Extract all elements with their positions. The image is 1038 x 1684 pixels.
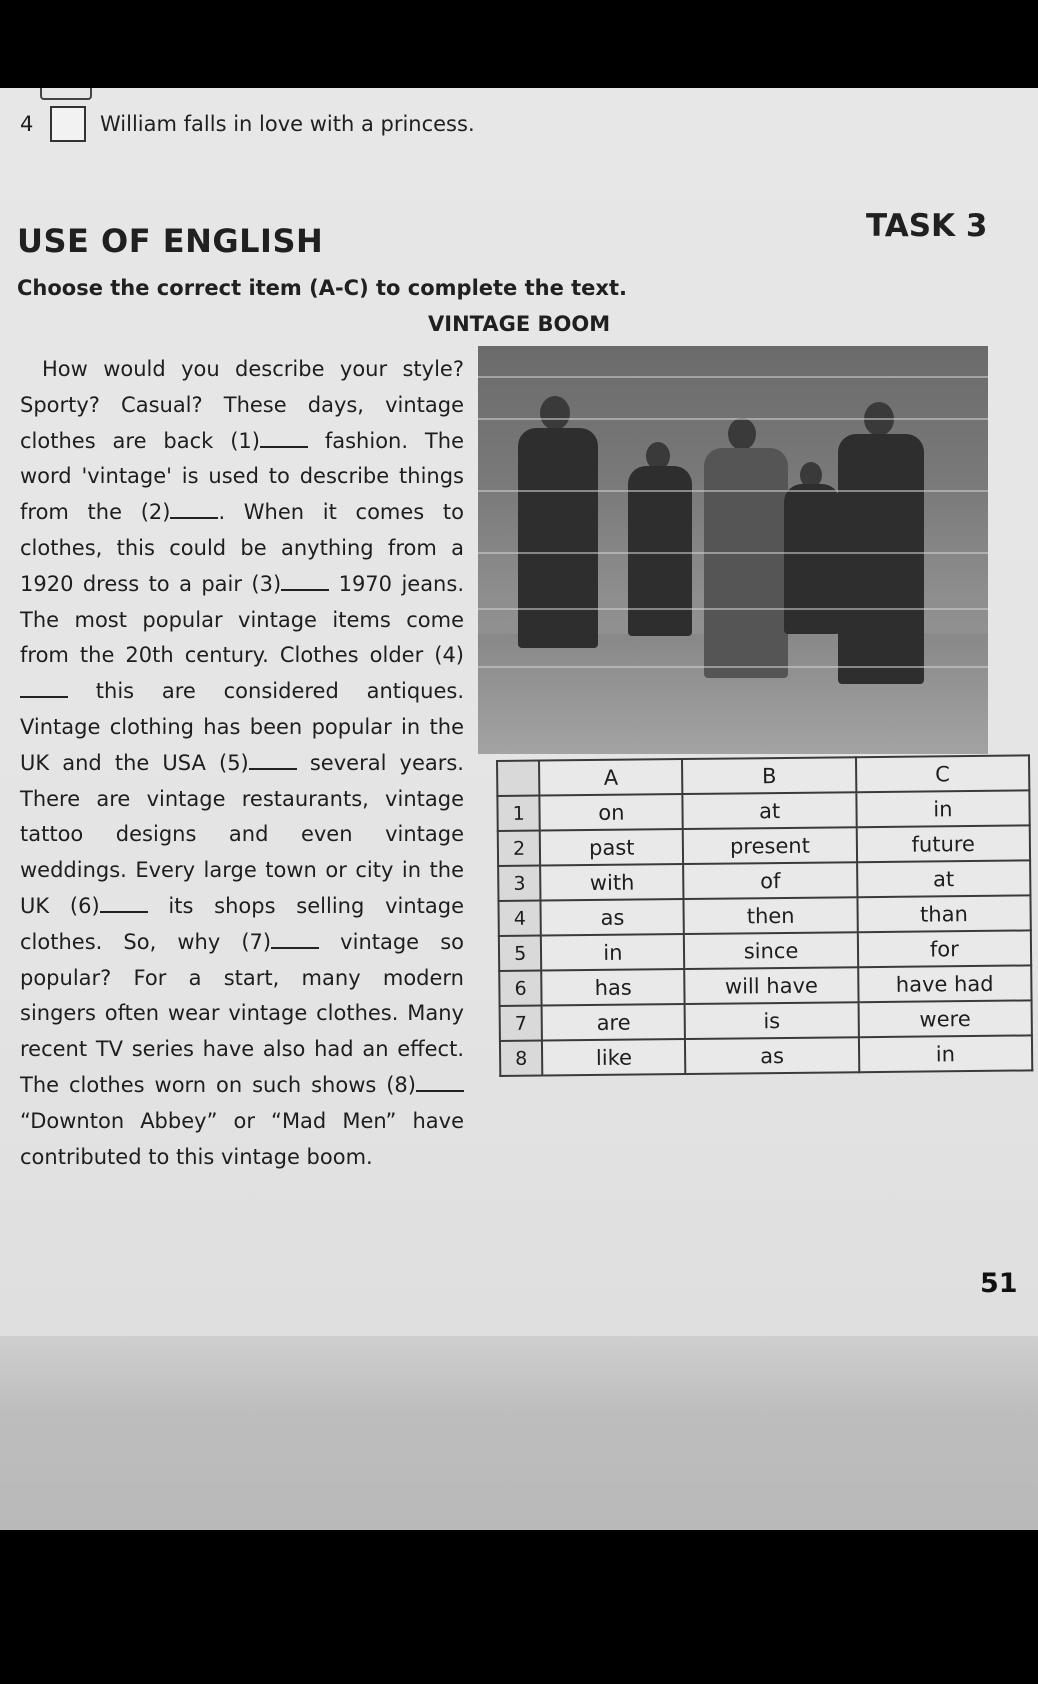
- option-b[interactable]: since: [684, 932, 858, 969]
- passage-segment: fashion. The word 'vintage' is used to describe things from the (2): [20, 428, 464, 525]
- option-a[interactable]: like: [542, 1039, 685, 1075]
- passage-segment: “Downton Abbey” or “Mad Men” have contributed to this vintage boom.: [20, 1108, 464, 1169]
- option-b[interactable]: is: [685, 1002, 859, 1039]
- scan-line: [478, 552, 988, 554]
- scan-line: [478, 490, 988, 492]
- blank-7[interactable]: [271, 929, 319, 949]
- person-head: [728, 418, 756, 450]
- passage-segment: this are considered antiques. Vintage clothing has been popular in the UK and the USA (5): [20, 679, 464, 775]
- scan-line: [478, 666, 988, 668]
- row-number: 7: [500, 1006, 543, 1041]
- person-figure: [518, 428, 598, 648]
- option-c[interactable]: were: [858, 1000, 1032, 1037]
- blank-4[interactable]: [20, 678, 68, 698]
- option-b[interactable]: present: [683, 827, 857, 864]
- option-a[interactable]: has: [542, 969, 685, 1005]
- row-number: 2: [498, 831, 541, 866]
- page-bottom-shadow: [0, 1336, 1038, 1530]
- options-row: [500, 1035, 1032, 1076]
- option-b[interactable]: then: [684, 897, 858, 934]
- option-c[interactable]: for: [857, 930, 1031, 967]
- option-c[interactable]: future: [856, 825, 1030, 862]
- person-figure: [784, 484, 840, 634]
- statement-item: [20, 106, 475, 142]
- blank-2[interactable]: [170, 499, 218, 519]
- textbook-page: [0, 88, 1038, 1530]
- option-a[interactable]: with: [540, 864, 683, 900]
- option-b[interactable]: at: [683, 792, 857, 829]
- section-title: USE OF ENGLISH: [17, 222, 324, 260]
- task-label: TASK 3: [866, 208, 988, 244]
- vintage-people-photo: [478, 346, 988, 754]
- passage-segment: vintage so popular? For a start, many modern singers often wear vintage clothes. Many recent TV series have also had an effect. The clothes worn on such shows (8): [20, 929, 464, 1097]
- option-a[interactable]: on: [540, 794, 683, 830]
- passage-segment: . When it comes to clothes, this could be anything from a 1920 dress to a pair (3): [20, 500, 464, 596]
- header-number-cell: [497, 761, 540, 796]
- blank-8[interactable]: [416, 1072, 464, 1092]
- header-b: B: [682, 757, 856, 794]
- passage: [20, 352, 464, 1175]
- scan-line: [478, 376, 988, 378]
- blank-5[interactable]: [249, 750, 297, 770]
- option-a[interactable]: are: [542, 1004, 685, 1040]
- answer-options-table: [496, 754, 1033, 1077]
- blank-3[interactable]: [281, 571, 329, 591]
- blank-1[interactable]: [260, 428, 308, 448]
- row-number: 5: [499, 936, 542, 971]
- passage-segment: its shops selling vintage clothes. So, why (7): [20, 893, 464, 954]
- person-figure: [704, 448, 788, 678]
- options-row: [499, 930, 1031, 971]
- header-a: A: [539, 759, 682, 795]
- header-c: C: [856, 755, 1030, 792]
- options-row: [498, 895, 1030, 936]
- option-b[interactable]: will have: [685, 967, 859, 1004]
- option-b[interactable]: as: [685, 1037, 859, 1074]
- person-figure: [838, 434, 924, 684]
- scan-line: [478, 418, 988, 420]
- text-title: VINTAGE BOOM: [428, 312, 611, 336]
- previous-checkbox-fragment: [40, 88, 92, 100]
- row-number: 1: [497, 796, 540, 831]
- options-row: [498, 825, 1030, 866]
- option-a[interactable]: past: [540, 829, 683, 865]
- option-b[interactable]: of: [683, 862, 857, 899]
- option-c[interactable]: have had: [858, 965, 1032, 1002]
- option-c[interactable]: in: [859, 1035, 1033, 1072]
- row-number: 3: [498, 866, 541, 901]
- option-c[interactable]: than: [857, 895, 1031, 932]
- option-a[interactable]: as: [541, 899, 684, 935]
- instruction: Choose the correct item (A-C) to complete the text.: [17, 276, 627, 300]
- row-number: 8: [500, 1041, 543, 1076]
- scan-line: [478, 608, 988, 610]
- options-header-row: [497, 755, 1029, 796]
- answer-checkbox[interactable]: [50, 106, 86, 142]
- blank-6[interactable]: [100, 893, 148, 913]
- row-number: 6: [499, 971, 542, 1006]
- option-c[interactable]: at: [857, 860, 1031, 897]
- option-a[interactable]: in: [541, 934, 684, 970]
- passage-segment: How would you describe your style? Sporty? Casual? These days, vintage clothes are back (1): [20, 357, 464, 453]
- passage-segment: several years. There are vintage restaurants, vintage tattoo designs and even vintage weddings. Every large town or city in the UK (6): [20, 750, 464, 918]
- page-number: 51: [980, 1268, 1018, 1299]
- options-row: [498, 860, 1030, 901]
- statement-text: William falls in love with a princess.: [100, 112, 475, 136]
- passage-segment: 1970 jeans. The most popular vintage items come from the 20th century. Clothes older (4): [20, 571, 464, 668]
- person-head: [540, 396, 570, 430]
- options-row: [497, 790, 1029, 831]
- option-c[interactable]: in: [856, 790, 1030, 827]
- options-row: [500, 1000, 1032, 1041]
- row-number: 4: [498, 901, 541, 936]
- options-row: [499, 965, 1031, 1006]
- statement-number: 4: [20, 112, 34, 136]
